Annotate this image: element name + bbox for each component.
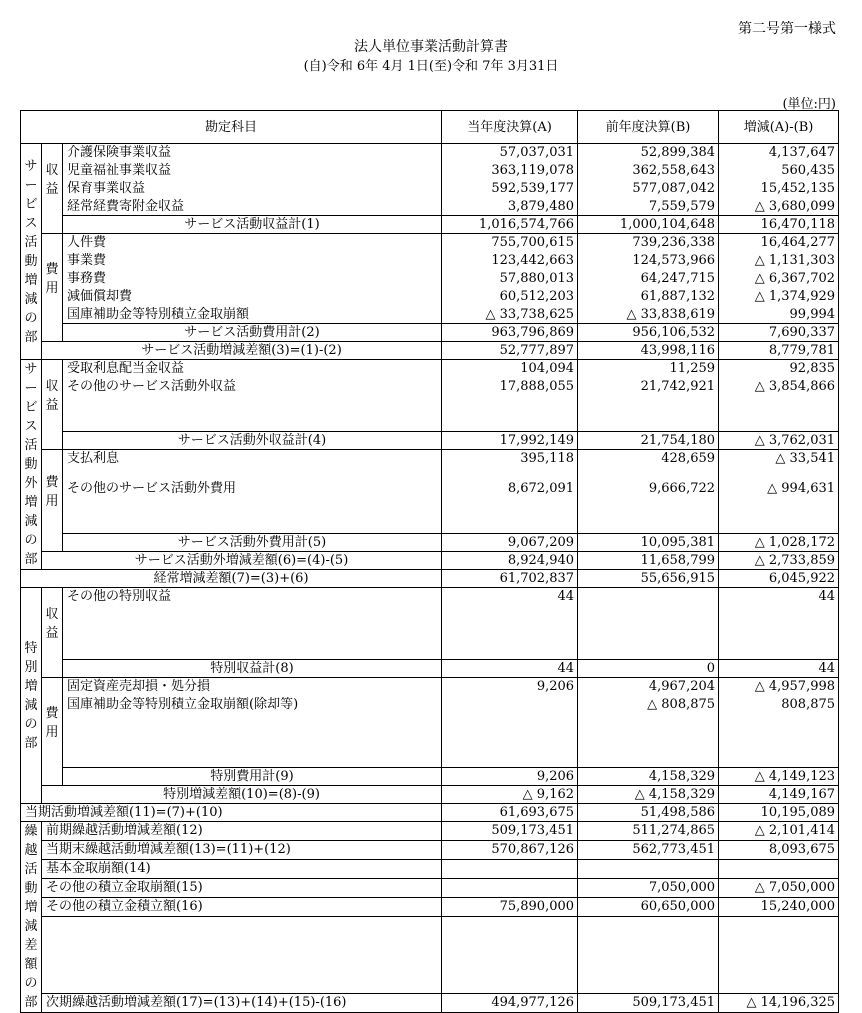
diff-value: 560,435	[719, 162, 839, 180]
diff-value: △ 6,367,702	[719, 270, 839, 288]
account-label: 介護保険事業収益	[63, 144, 442, 162]
table-row	[21, 879, 839, 898]
vertical-label: 繰越活動増減差額の部	[24, 824, 38, 1010]
svc-section-label	[21, 144, 42, 360]
table-row	[21, 974, 839, 993]
blank-cell	[442, 750, 578, 768]
blank-cell	[442, 714, 578, 732]
table-row	[21, 516, 839, 534]
table-row	[21, 606, 839, 624]
diff-value: 44	[719, 660, 839, 678]
account-label: 事業費	[63, 252, 442, 270]
blank-cell	[578, 936, 719, 955]
table-row	[21, 898, 839, 917]
previous-value: 9,666,722	[578, 480, 719, 498]
blank-cell	[578, 498, 719, 516]
current-value	[442, 879, 578, 898]
vertical-label: 収益	[45, 162, 59, 197]
account-label: 経常経費寄附金収益	[63, 198, 442, 216]
ordinary-net-label: 経常増減差額(7)=(3)+(6)	[21, 570, 442, 588]
blank-row	[42, 917, 442, 936]
blank-cell	[719, 955, 839, 974]
table-row	[21, 678, 839, 696]
table-row	[21, 642, 839, 660]
table-row	[21, 198, 839, 216]
previous-value: 1,000,104,648	[578, 216, 719, 234]
current-value	[442, 860, 578, 879]
previous-value: 7,050,000	[578, 879, 719, 898]
table-row	[21, 624, 839, 642]
vertical-label: サービス活動外増減の部	[24, 362, 38, 567]
previous-value: 52,899,384	[578, 144, 719, 162]
table-row	[21, 378, 839, 396]
previous-value: 7,559,579	[578, 198, 719, 216]
previous-value: 11,259	[578, 360, 719, 378]
account-label: 支払利息	[63, 450, 442, 480]
table-row	[21, 480, 839, 498]
net-label: サービス活動外増減差額(6)=(4)-(5)	[42, 552, 442, 570]
diff-value: △ 3,680,099	[719, 198, 839, 216]
current-value: 123,442,663	[442, 252, 578, 270]
table-row	[21, 804, 839, 822]
previous-value: 362,558,643	[578, 162, 719, 180]
previous-value: 55,656,915	[578, 570, 719, 588]
activity-statement-table	[20, 110, 839, 1013]
fiscal-period: (自)令和 6年 4月 1日(至)令和 7年 3月31日	[303, 59, 559, 74]
current-value: 363,119,078	[442, 162, 578, 180]
vertical-label: サービス活動増減の部	[24, 158, 38, 345]
account-label: 国庫補助金等特別積立金取崩額(除却等)	[63, 696, 442, 714]
account-label: 保育事業収益	[63, 180, 442, 198]
current-value: 57,037,031	[442, 144, 578, 162]
blank-cell	[719, 750, 839, 768]
current-value: 8,672,091	[442, 480, 578, 498]
table-row	[21, 180, 839, 198]
table-row	[21, 234, 839, 252]
account-label: その他の特別収益	[63, 588, 442, 606]
subtotal-label: サービス活動費用計(2)	[63, 324, 442, 342]
col-previous: 前年度決算(B)	[578, 111, 719, 144]
table-row	[21, 822, 839, 841]
table-row	[21, 324, 839, 342]
col-account: 勘定科目	[21, 111, 442, 144]
table-row	[21, 588, 839, 606]
diff-value: △ 3,854,866	[719, 378, 839, 396]
blank-cell	[442, 414, 578, 432]
previous-value: 509,173,451	[578, 993, 719, 1012]
blank-cell	[719, 732, 839, 750]
subtotal-label: 特別収益計(8)	[63, 660, 442, 678]
income-label	[42, 588, 63, 660]
previous-value: 43,998,116	[578, 342, 719, 360]
current-value: 509,173,451	[442, 822, 578, 841]
current-value: 570,867,126	[442, 841, 578, 860]
current-value: 9,206	[442, 768, 578, 786]
final-carry-label: 次期繰越活動増減差額(17)=(13)+(14)+(15)-(16)	[42, 993, 442, 1012]
blank-row	[63, 606, 442, 624]
previous-value: △ 33,838,619	[578, 306, 719, 324]
subtotal-label: サービス活動外費用計(5)	[63, 534, 442, 552]
diff-value: △ 2,101,414	[719, 822, 839, 841]
table-row	[21, 750, 839, 768]
blank-cell	[719, 624, 839, 642]
blank-cell	[442, 498, 578, 516]
previous-value: 21,742,921	[578, 378, 719, 396]
blank-cell	[442, 396, 578, 414]
previous-value	[578, 860, 719, 879]
current-value	[442, 696, 578, 714]
net-label: 特別増減差額(10)=(8)-(9)	[42, 786, 442, 804]
blank-cell	[719, 414, 839, 432]
blank-cell	[578, 750, 719, 768]
vertical-label: 収益	[45, 606, 59, 641]
blank-row	[63, 714, 442, 732]
table-row	[21, 955, 839, 974]
table-row	[21, 360, 839, 378]
blank-cell	[442, 917, 578, 936]
current-value: 61,702,837	[442, 570, 578, 588]
previous-value: △ 4,158,329	[578, 786, 719, 804]
blank-row	[63, 396, 442, 414]
blank-cell	[578, 917, 719, 936]
vertical-label: 費用	[45, 261, 59, 296]
blank-cell	[719, 974, 839, 993]
blank-cell	[719, 642, 839, 660]
currency-unit: (単位:円)	[782, 97, 836, 112]
blank-cell	[442, 642, 578, 660]
current-value: 755,700,615	[442, 234, 578, 252]
table-row	[21, 570, 839, 588]
blank-cell	[442, 732, 578, 750]
diff-value: 7,690,337	[719, 324, 839, 342]
current-value: 52,777,897	[442, 342, 578, 360]
diff-value: △ 994,631	[719, 480, 839, 498]
previous-value: 511,274,865	[578, 822, 719, 841]
current-value: 9,067,209	[442, 534, 578, 552]
previous-value: 562,773,451	[578, 841, 719, 860]
table-row	[21, 270, 839, 288]
diff-value: 15,240,000	[719, 898, 839, 917]
blank-cell	[578, 414, 719, 432]
blank-cell	[719, 396, 839, 414]
table-row	[21, 450, 839, 480]
income-label	[42, 360, 63, 432]
blank-cell	[442, 624, 578, 642]
diff-value: 99,994	[719, 306, 839, 324]
spacer	[42, 534, 63, 552]
table-row	[21, 552, 839, 570]
svc_out-section-label	[21, 360, 42, 570]
previous-value: 10,095,381	[578, 534, 719, 552]
account-label: その他のサービス活動外費用	[63, 480, 442, 498]
current-value: 61,693,675	[442, 804, 578, 822]
blank-cell	[578, 516, 719, 534]
blank-cell	[442, 516, 578, 534]
blank-cell	[719, 936, 839, 955]
current-value: 44	[442, 660, 578, 678]
diff-value: △ 1,131,303	[719, 252, 839, 270]
carry-label: その他の積立金積立額(16)	[42, 898, 442, 917]
blank-row	[42, 955, 442, 974]
table-row	[21, 714, 839, 732]
current-value: 592,539,177	[442, 180, 578, 198]
previous-value: 4,967,204	[578, 678, 719, 696]
current-value: 9,206	[442, 678, 578, 696]
special-section-label	[21, 588, 42, 804]
blank-cell	[442, 936, 578, 955]
diff-value: △ 3,762,031	[719, 432, 839, 450]
header-row	[21, 111, 839, 144]
current-value: 3,879,480	[442, 198, 578, 216]
diff-value: 92,835	[719, 360, 839, 378]
blank-cell	[578, 624, 719, 642]
blank-cell	[578, 732, 719, 750]
previous-value: 739,236,338	[578, 234, 719, 252]
diff-value: 4,137,647	[719, 144, 839, 162]
blank-cell	[578, 955, 719, 974]
current-value: 8,924,940	[442, 552, 578, 570]
previous-value: 4,158,329	[578, 768, 719, 786]
table-row	[21, 917, 839, 936]
current-value: 57,880,013	[442, 270, 578, 288]
diff-value: 15,452,135	[719, 180, 839, 198]
period-net-label: 当期活動増減差額(11)=(7)+(10)	[21, 804, 442, 822]
vertical-label: 費用	[45, 474, 59, 509]
blank-cell	[719, 917, 839, 936]
previous-value: 0	[578, 660, 719, 678]
spacer	[42, 324, 63, 342]
blank-cell	[719, 498, 839, 516]
previous-value: 124,573,966	[578, 252, 719, 270]
table-row	[21, 288, 839, 306]
account-label: 受取利息配当金収益	[63, 360, 442, 378]
blank-cell	[578, 714, 719, 732]
table-row	[21, 306, 839, 324]
diff-value: 8,779,781	[719, 342, 839, 360]
previous-value: 64,247,715	[578, 270, 719, 288]
account-label: 人件費	[63, 234, 442, 252]
current-value: △ 33,738,625	[442, 306, 578, 324]
diff-value: 44	[719, 588, 839, 606]
subtotal-label: 特別費用計(9)	[63, 768, 442, 786]
spacer	[42, 768, 63, 786]
table-row	[21, 993, 839, 1012]
blank-row	[42, 936, 442, 955]
previous-value: 428,659	[578, 450, 719, 480]
spacer	[42, 432, 63, 450]
blank-row	[63, 414, 442, 432]
blank-cell	[442, 974, 578, 993]
blank-cell	[578, 606, 719, 624]
net-label: サービス活動増減差額(3)=(1)-(2)	[42, 342, 442, 360]
diff-value: △ 1,028,172	[719, 534, 839, 552]
diff-value: △ 14,196,325	[719, 993, 839, 1012]
previous-value: 51,498,586	[578, 804, 719, 822]
spacer	[42, 660, 63, 678]
blank-cell	[719, 714, 839, 732]
blank-row	[42, 974, 442, 993]
blank-row	[63, 732, 442, 750]
blank-cell	[578, 396, 719, 414]
current-value: △ 9,162	[442, 786, 578, 804]
diff-value: △ 33,541	[719, 450, 839, 480]
diff-value: 6,045,922	[719, 570, 839, 588]
current-value: 17,992,149	[442, 432, 578, 450]
diff-value: △ 7,050,000	[719, 879, 839, 898]
table-row	[21, 162, 839, 180]
col-diff: 増減(A)-(B)	[719, 111, 839, 144]
table-row	[21, 498, 839, 516]
account-label: 国庫補助金等特別積立金取崩額	[63, 306, 442, 324]
current-value: 1,016,574,766	[442, 216, 578, 234]
blank-row	[63, 750, 442, 768]
blank-cell	[578, 974, 719, 993]
col-current: 当年度決算(A)	[442, 111, 578, 144]
form-number: 第二号第一様式	[738, 21, 836, 37]
previous-value: 21,754,180	[578, 432, 719, 450]
diff-value: 10,195,089	[719, 804, 839, 822]
diff-value: 16,470,118	[719, 216, 839, 234]
current-value: 44	[442, 588, 578, 606]
table-row	[21, 432, 839, 450]
account-label: 事務費	[63, 270, 442, 288]
blank-row	[63, 642, 442, 660]
table-row	[21, 786, 839, 804]
diff-value: △ 4,149,123	[719, 768, 839, 786]
previous-value: 956,106,532	[578, 324, 719, 342]
income-label	[42, 144, 63, 216]
account-label: 児童福祉事業収益	[63, 162, 442, 180]
vertical-label: 収益	[45, 378, 59, 413]
table-row	[21, 841, 839, 860]
table-row	[21, 396, 839, 414]
current-value: 17,888,055	[442, 378, 578, 396]
blank-row	[63, 516, 442, 534]
diff-value: 4,149,167	[719, 786, 839, 804]
table-row	[21, 696, 839, 714]
diff-value	[719, 860, 839, 879]
account-label: 固定資産売却損・処分損	[63, 678, 442, 696]
table-row	[21, 936, 839, 955]
previous-value: △ 808,875	[578, 696, 719, 714]
blank-cell	[442, 955, 578, 974]
blank-cell	[578, 642, 719, 660]
blank-row	[63, 498, 442, 516]
carry-section-label	[21, 822, 42, 1013]
expense-label	[42, 450, 63, 534]
subtotal-label: サービス活動外収益計(4)	[63, 432, 442, 450]
diff-value: △ 2,733,859	[719, 552, 839, 570]
current-value: 104,094	[442, 360, 578, 378]
expense-label	[42, 678, 63, 768]
table-row	[21, 252, 839, 270]
previous-value: 60,650,000	[578, 898, 719, 917]
carry-label: その他の積立金取崩額(15)	[42, 879, 442, 898]
account-label: 減価償却費	[63, 288, 442, 306]
current-value: 395,118	[442, 450, 578, 480]
table-row	[21, 216, 839, 234]
document-title: 法人単位事業活動計算書	[354, 39, 508, 55]
table-row	[21, 660, 839, 678]
previous-value: 61,887,132	[578, 288, 719, 306]
blank-cell	[719, 516, 839, 534]
carry-label: 当期末繰越活動増減差額(13)=(11)+(12)	[42, 841, 442, 860]
current-value: 494,977,126	[442, 993, 578, 1012]
carry-label: 前期繰越活動増減差額(12)	[42, 822, 442, 841]
expense-label	[42, 234, 63, 324]
diff-value: 808,875	[719, 696, 839, 714]
vertical-label: 費用	[45, 705, 59, 740]
table-row	[21, 144, 839, 162]
table-row	[21, 342, 839, 360]
diff-value: △ 1,374,929	[719, 288, 839, 306]
previous-value: 577,087,042	[578, 180, 719, 198]
table-row	[21, 534, 839, 552]
diff-value: 8,093,675	[719, 841, 839, 860]
diff-value: △ 4,957,998	[719, 678, 839, 696]
carry-label: 基本金取崩額(14)	[42, 860, 442, 879]
blank-row	[63, 624, 442, 642]
blank-cell	[442, 606, 578, 624]
current-value: 75,890,000	[442, 898, 578, 917]
current-value: 963,796,869	[442, 324, 578, 342]
blank-cell	[719, 606, 839, 624]
table-row	[21, 414, 839, 432]
previous-value	[578, 588, 719, 606]
previous-value: 11,658,799	[578, 552, 719, 570]
spacer	[42, 216, 63, 234]
vertical-label: 特別増減の部	[24, 640, 38, 751]
account-label: その他のサービス活動外収益	[63, 378, 442, 396]
subtotal-label: サービス活動収益計(1)	[63, 216, 442, 234]
diff-value: 16,464,277	[719, 234, 839, 252]
table-row	[21, 860, 839, 879]
current-value: 60,512,203	[442, 288, 578, 306]
table-row	[21, 768, 839, 786]
table-row	[21, 732, 839, 750]
